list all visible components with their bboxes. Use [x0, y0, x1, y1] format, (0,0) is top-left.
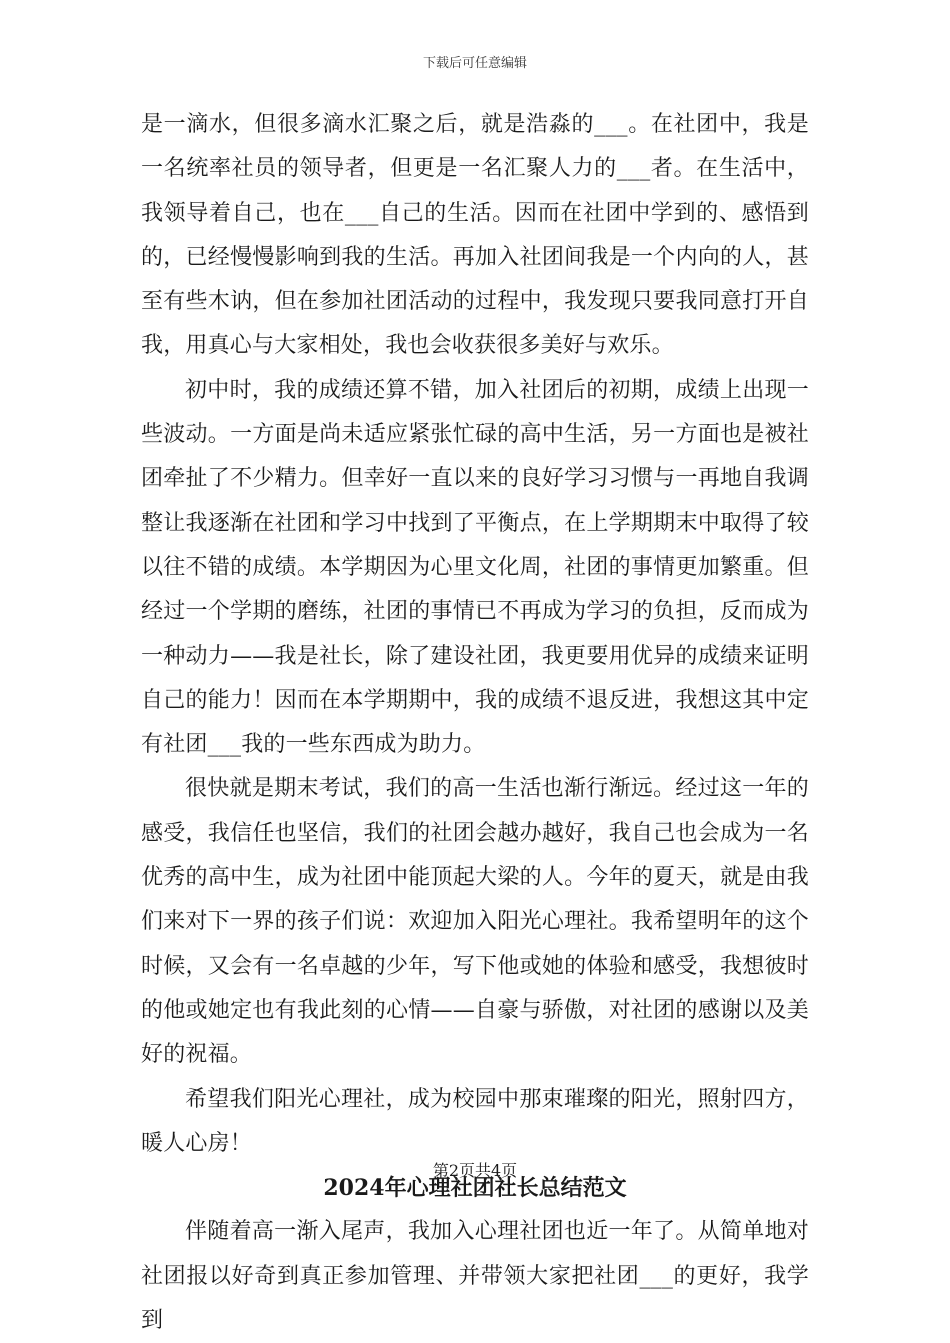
page-footer: 第2页共4页: [432, 1161, 518, 1180]
page-header: 下载后可任意编辑: [422, 56, 527, 71]
paragraph-5: 伴随着高一渐入尾声，我加入心理社团也近一年了。从简单地对社团报以好奇到真正参加管理、并带领大家把社团___的更好，我学到: [141, 1219, 809, 1334]
document-body: [141, 103, 809, 1343]
paragraph-2: 初中时，我的成绩还算不错，加入社团后的初期，成绩上出现一些波动。一方面是尚未适应紧张忙碌的高中生活，另一方面也是被社团牵扯了不少精力。但幸好一直以来的良好学习习惯与一再地自我调整让我逐渐在社团和学习中找到了平衡点，在上学期期末中取得了较以往不错的成绩。本学期因为心里文化周，社团的事情更加繁重。但经过一个学期的磨练，社团的事情已不再成为学习的负担，反而成为一种动力——我是社长，除了建设社团，我更要用优异的成绩来证明自己的能力！因而在本学期期中，我的成绩不退反进，我想这其中定有社团___我的一些东西成为助力。: [141, 377, 809, 758]
paragraph-3: 很快就是期末考试，我们的高一生活也渐行渐远。经过这一年的感受，我信任也坚信，我们的社团会越办越好，我自己也会成为一名优秀的高中生，成为社团中能顶起大梁的人。今年的夏天，就是由我们来对下一界的孩子们说：欢迎加入阳光心理社。我希望明年的这个时候，又会有一名卓越的少年，写下他或她的体验和感受，我想彼时的他或她定也有我此刻的心情——自豪与骄傲，对社团的感谢以及美好的祝福。: [141, 776, 809, 1068]
section-title: 2024年心理社团社长总结范文: [323, 1175, 627, 1202]
paragraph-1: 是一滴水，但很多滴水汇聚之后，就是浩淼的___。在社团中，我是一名统率社员的领导者，但更是一名汇聚人力的___者。在生活中，我领导着自己，也在___自己的生活。因而在社团中学到的、感悟到的，已经慢慢影响到我的生活。再加入社团间我是一个内向的人，甚至有些木讷，但在参加社团活动的过程中，我发现只要我同意打开自我，用真心与大家相处，我也会收获很多美好与欢乐。: [141, 112, 809, 359]
paragraph-4: 希望我们阳光心理社，成为校园中那束璀璨的阳光，照射四方，暖人心房！: [141, 1086, 809, 1156]
